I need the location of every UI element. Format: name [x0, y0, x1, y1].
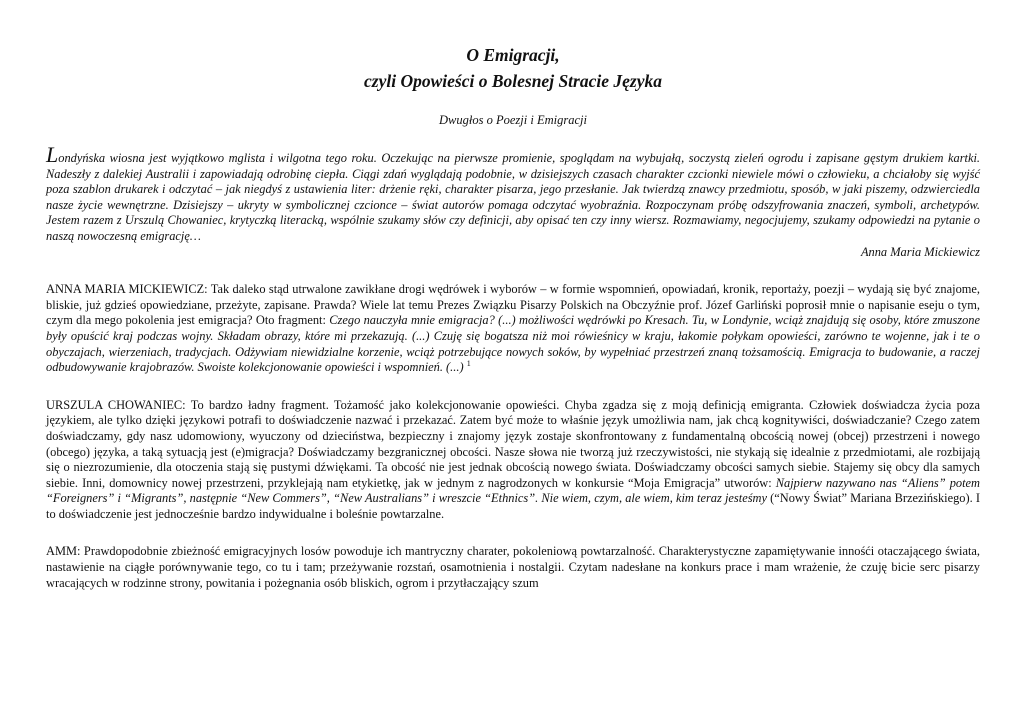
footnote-ref[interactable]: 1	[466, 359, 471, 368]
paragraph-uc-1-text: URSZULA CHOWANIEC: To bardzo ładny fragment. Tożamość jako kolekcjonowanie opowieści. Chyba zgadza się z moją definicją emigranta. Człowiek doświadcza życia poza językiem, ale tylko dzięki językowi potrafi to doświadczenie nazwać i przekazać. Zatem być może to właśnie język umożliwia nam, jak chcą kognitywiści, doświadczanie? Czego zatem doświadczamy, gdy nasz udomowiony, wyuczony od dzieciństwa, bezpieczny i znajomy język zostaje skonfrontowany z fundamentalną obcością nowej (obcej) przestrzeni i nowego (obcego) języka, a taką sytuacją jest (e)migracja? Doświadczamy bezgranicznej obcości. Nasze słowa nie tworzą już rzeczywistości, nie stykają się idealnie z przedmiotami, ale rozbijają się o niezrozumienie, dla otoczenia stają się pustymi dźwiękami. Ta obcość nie jest jednak obcością nowego świata. Doświadczamy obcości samych siebie. Stajemy się obcy dla samych siebie. Inni, domownicy nowej przestrzeni, przyklejają nam etykietkę, jak w jednym z nagrodzonych w konkursie “Moja Emigracja” utworów:	[46, 397, 980, 490]
paragraph-amm-1	[46, 282, 980, 376]
intro-text: ondyńska wiosna jest wyjątkowo mglista i wilgotna tego roku. Oczekując na pierwsze promienie, spoglądam na wybujałą, soczystą zieleń ogrodu i zapisane gęstym drukiem kartki. Nadeszły z dalekiej Australii i zapowiadają odrobinę ciepła. Ciągi zdań wyglądają podobnie, w dzisiejszych czasach charakter czcionki niewiele mówi o człowieku, a chciałoby się wyjść poza szablon drukarek i odczytać – jak niegdyś z ustawienia liter: drżenie ręki, charakter pisarza, jego przesłanie. Jak twierdzą znawcy przedmiotu, sposób, w jaki piszemy, odzwierciedla nasze życie wewnętrzne. Dzisiejszy – ukryty w symbolicznej czcionce – świat autorów pomaga odczytać wyobraźnia. Rozpoczynam próbę odszyfrowania znaczeń, symboli, archetypów. Jestem razem z Urszulą Chowaniec, krytyczką literacką, wspólnie szukamy słów czy definicji, aby opisać ten czy inny wiersz. Rozmawiamy, negocjujemy, szukamy odpowiedzi na pytanie o naszą nowoczesną emigrację…	[46, 151, 980, 243]
intro-paragraph	[46, 142, 980, 245]
paragraph-amm-1-quote: Czego nauczyła mnie emigracja? (...) możliwości wędrówki po Kresach. Tu, w Londynie, wciąż znajdują się osoby, które zmuszone były opuścić kraj podczas wojny. Składam obrazy, które mi przekazują. (...) Czuję się bogatsza niż moi rówieśnicy w kraju, łakomie połykam opowieści, zarówno te wojenne, jak i te o obyczajach, wierzeniach, tradycjach. Odżywiam niewidzialne korzenie, wciąż potrzebujące nowych soków, by wypełniać przestrzeń znaną tożsamością. Emigracja to budowanie, a raczej odbudowywanie krajobrazów. Swoiste kolekcjonowanie opowieści i wspomnień. (...)	[46, 313, 980, 375]
document-title	[46, 0, 980, 94]
paragraph-amm-2: AMM: Prawdopodobnie zbieżność emigracyjnych losów powoduje ich mantryczny charater, pokoleniową powtarzalność. Charakterystyczne zapamiętywanie innośći otaczającego świata, nastawienie na ciągłe porównywanie tego, co tu i tam; przeżywanie rozstań, osamotnienia i nostalgii. Czytam nadesłane na konkurs prace i mam wrażenie, że czuję bicie serc pisarzy wracających w rodzinne strony, powitania i pożegnania osób bliskich, ogrom i przytłaczający szum	[46, 544, 980, 590]
paragraph-uc-1	[46, 398, 980, 523]
paragraph-uc-1-quote: Najpierw nazywano nas “Aliens” potem “Foreigners” i “Migrants”, następnie “New Commers”, “New Australians” i wreszcie “Ethnics”. Nie wiem, czym, ale wiem, kim teraz jesteśmy	[46, 475, 980, 506]
paragraph-amm-1-text: ANNA MARIA MICKIEWICZ: Tak daleko stąd utrwalone zawikłane drogi wędrówek i wyborów – w formie wspomnień, opowiadań, kronik, reportaży, poezji – wydają się być znajome, bliskie, już gdzieś opowiedziane, przeżyte, zapisane. Prawda? Wiele lat temu Prezes Związku Pisarzy Polskich na Obczyźnie prof. Józef Garliński poprosił mnie o napisanie eseju o tym, czym dla mego pokolenia jest emigracja? Oto fragment:	[46, 282, 980, 328]
document-subtitle: Dwugłos o Poezji i Emigracji	[439, 113, 587, 127]
title-line-2: czyli Opowieści o Bolesnej Stracie Języka	[364, 71, 662, 91]
intro-author: Anna Maria Mickiewicz	[860, 244, 980, 259]
title-line-1: O Emigracji,	[466, 45, 560, 65]
intro-dropcap: L	[46, 142, 59, 167]
paragraph-uc-1-text-end: (“Nowy Świat” Mariana Brzezińskiego). I to doświadczenie jest jednocześnie bardzo indywidualne i boleśnie powtarzalne.	[46, 491, 980, 521]
